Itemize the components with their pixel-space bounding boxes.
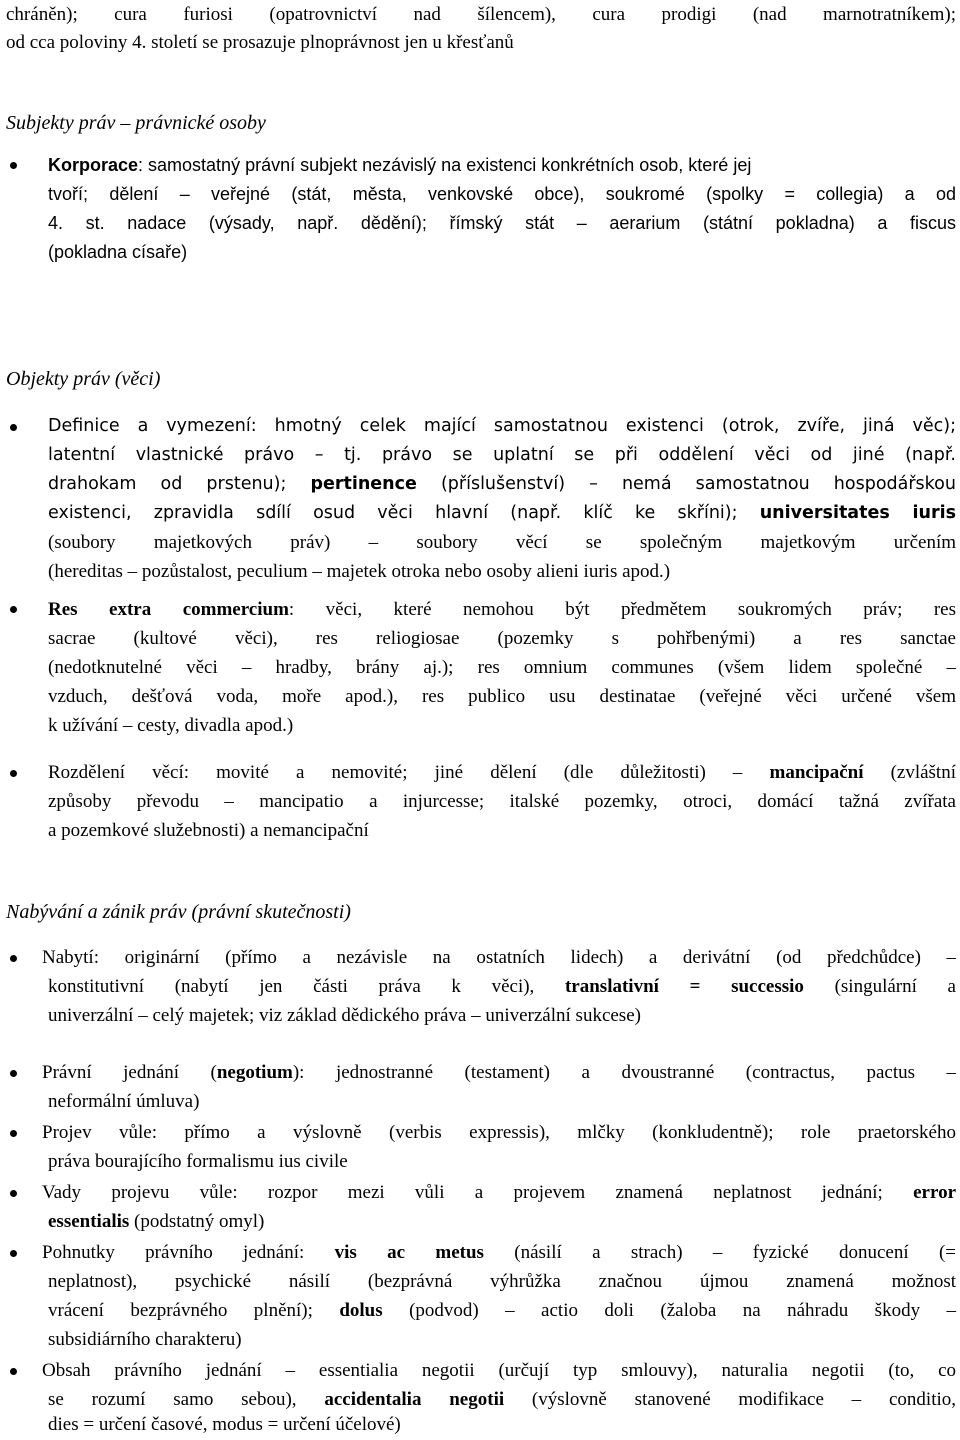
objects-item2-line1 [48,595,956,624]
acq-item2-line1 [42,1058,956,1087]
acq-item1-line2 [48,972,956,1001]
objects-item1-line4 [48,499,956,528]
text: (zvláštní [863,762,956,783]
bullet [10,424,17,431]
term-error: error [913,1182,956,1203]
objects-item1-line6: (hereditas – pozůstalost, peculium – majetek otroka nebo osoby alieni iuris apod.) [48,561,671,582]
objects-item2-line3: (nedotknutelné věci – hradby, brány aj.); res omnium communes (všem lidem společné – [48,657,956,678]
acq-item6-line1: Obsah právního jednání – essentialia negotii (určují typ smlouvy), naturalia negotii (to, co [42,1360,956,1381]
objects-item1-line5: (soubory majetkových práv) – soubory věcí se společným majetkovým určením [48,532,956,553]
bullet [10,955,17,962]
text: (podvod) – actio doli (žaloba na náhradu škody – [382,1300,956,1321]
objects-item1-line3 [48,470,956,499]
acq-item6-line3: dies = určení časové, modus = určení účelové) [48,1414,401,1435]
text: ): jednostranné (testament) a dvoustranné (contractus, pactus – [292,1062,956,1083]
text: (singulární a [803,976,956,997]
text: Právní jednání ( [42,1062,217,1083]
heading-objects: Objekty práv (věci) [6,368,161,390]
objects-item2-line2: sacrae (kultové věci), res reliogiosae (pozemky s pohřbenými) a res sanctae [48,628,956,649]
objects-item3-line1 [48,758,956,787]
term-korporace: Korporace [48,155,139,175]
bullet [10,1368,17,1375]
persons-item1-line4: (pokladna císaře) [48,242,188,262]
acq-item1-line3: univerzální – celý majetek; viz základ dědického práva – univerzální sukcese) [48,1005,641,1026]
bullet [10,1250,17,1257]
acq-item4-line1 [42,1178,956,1207]
intro-line-2: od cca poloviny 4. století se prosazuje plnoprávnost jen u křesťanů [6,32,514,53]
bullet [10,606,17,613]
text: existenci, zpravidla sdílí osud věci hlavní (např. klíč ke skříni); [48,503,760,523]
intro-line-1: chráněn); cura furiosi (opatrovnictví nad šílencem), cura prodigi (nad marnotratníkem); [6,4,956,25]
objects-item1-line1: Definice a vymezení: hmotný celek mající samostatnou existenci (otrok, zvíře, jiná věc); [48,416,956,436]
bullet [10,1190,17,1197]
text: (násilí a strach) – fyzické donucení (= [483,1242,956,1263]
text: konstitutivní (nabytí jen části práva k věci), [48,976,565,997]
acq-item5-line2: neplatnost), psychické násilí (bezprávná výhrůžka značnou újmou znamená možnost [48,1271,956,1292]
acq-item1-line1: Nabytí: originární (přímo a nezávisle na ostatních lidech) a derivátní (od předchůdce) – [42,947,956,968]
bullet [10,162,17,169]
objects-item2-line4: vzduch, dešťová voda, moře apod.), res publico usu destinatae (veřejné věci určené všem [48,686,956,707]
text: vrácení bezprávného plnění); [48,1300,340,1321]
text: (výslovně stanovené modifikace – conditio, [504,1389,956,1410]
text: Rozdělení věcí: movité a nemovité; jiné dělení (dle důležitosti) – [48,762,770,783]
term-dolus: dolus [339,1300,383,1321]
acq-item2-line2: neformální úmluva) [48,1091,200,1112]
term-pertinence: pertinence [310,474,417,494]
persons-item1-line2: tvoří; dělení – veřejné (stát, města, venkovské obce), soukromé (spolky = collegia) a od [48,184,956,204]
persons-item1-line3: 4. st. nadace (výsady, např. dědění); římský stát – aerarium (státní pokladna) a fiscus [48,213,956,233]
text: : samostatný právní subjekt nezávislý na existenci konkrétních osob, které jej [138,155,752,175]
bullet [10,1130,17,1137]
heading-persons: Subjekty práv – právnické osoby [6,112,266,134]
objects-item1-line2: latentní vlastnické právo – tj. právo se uplatní se při oddělení věci od jiné (např. [48,445,956,465]
acq-item5-line3 [48,1296,956,1325]
term-vis-ac-metus: vis ac metus [334,1242,484,1263]
term-translativni: translativní = successio [564,976,804,997]
text: : věci, které nemohou být předmětem soukromých práv; res [288,599,956,620]
term-mancipacni: mancipační [769,762,864,783]
text: Pohnutky právního jednání: [42,1242,335,1263]
heading-acquisition: Nabývání a zánik práv (právní skutečnosti) [6,901,351,923]
objects-item3-line2: způsoby převodu – mancipatio a injurcesse; italské pozemky, otroci, domácí tažná zvířata [48,791,956,812]
objects-item3-line3: a pozemkové služebnosti) a nemancipační [48,820,369,841]
term-accidentalia-negotii: accidentalia negotii [324,1389,505,1410]
term-essentialis: essentialis [48,1211,130,1232]
text: (příslušenství) – nemá samostatnou hospodářskou [416,474,956,494]
term-res-extra-commercium: Res extra commercium [48,599,289,620]
acq-item5-line1 [42,1238,956,1267]
acq-item5-line4: subsidiárního charakteru) [48,1329,242,1350]
text: (podstatný omyl) [129,1211,265,1232]
bullet [10,1070,17,1077]
text: Vady projevu vůle: rozpor mezi vůli a projevem znamená neplatnost jednání; [42,1182,914,1203]
term-negotium: negotium [216,1062,293,1083]
acq-item3-line1: Projev vůle: přímo a výslovně (verbis expressis), mlčky (konkludentně); role praetorského [42,1122,956,1143]
acq-item4-line2 [48,1207,264,1236]
objects-item2-line5: k užívání – cesty, divadla apod.) [48,715,294,736]
term-universitates-iuris: universitates iuris [759,503,956,523]
persons-item1-line1 [48,151,751,180]
bullet [10,770,17,777]
acq-item3-line2: práva bourajícího formalismu ius civile [48,1151,348,1172]
text: drahokam od prstenu); [48,474,311,494]
text: se rozumí samo sebou), [48,1389,325,1410]
